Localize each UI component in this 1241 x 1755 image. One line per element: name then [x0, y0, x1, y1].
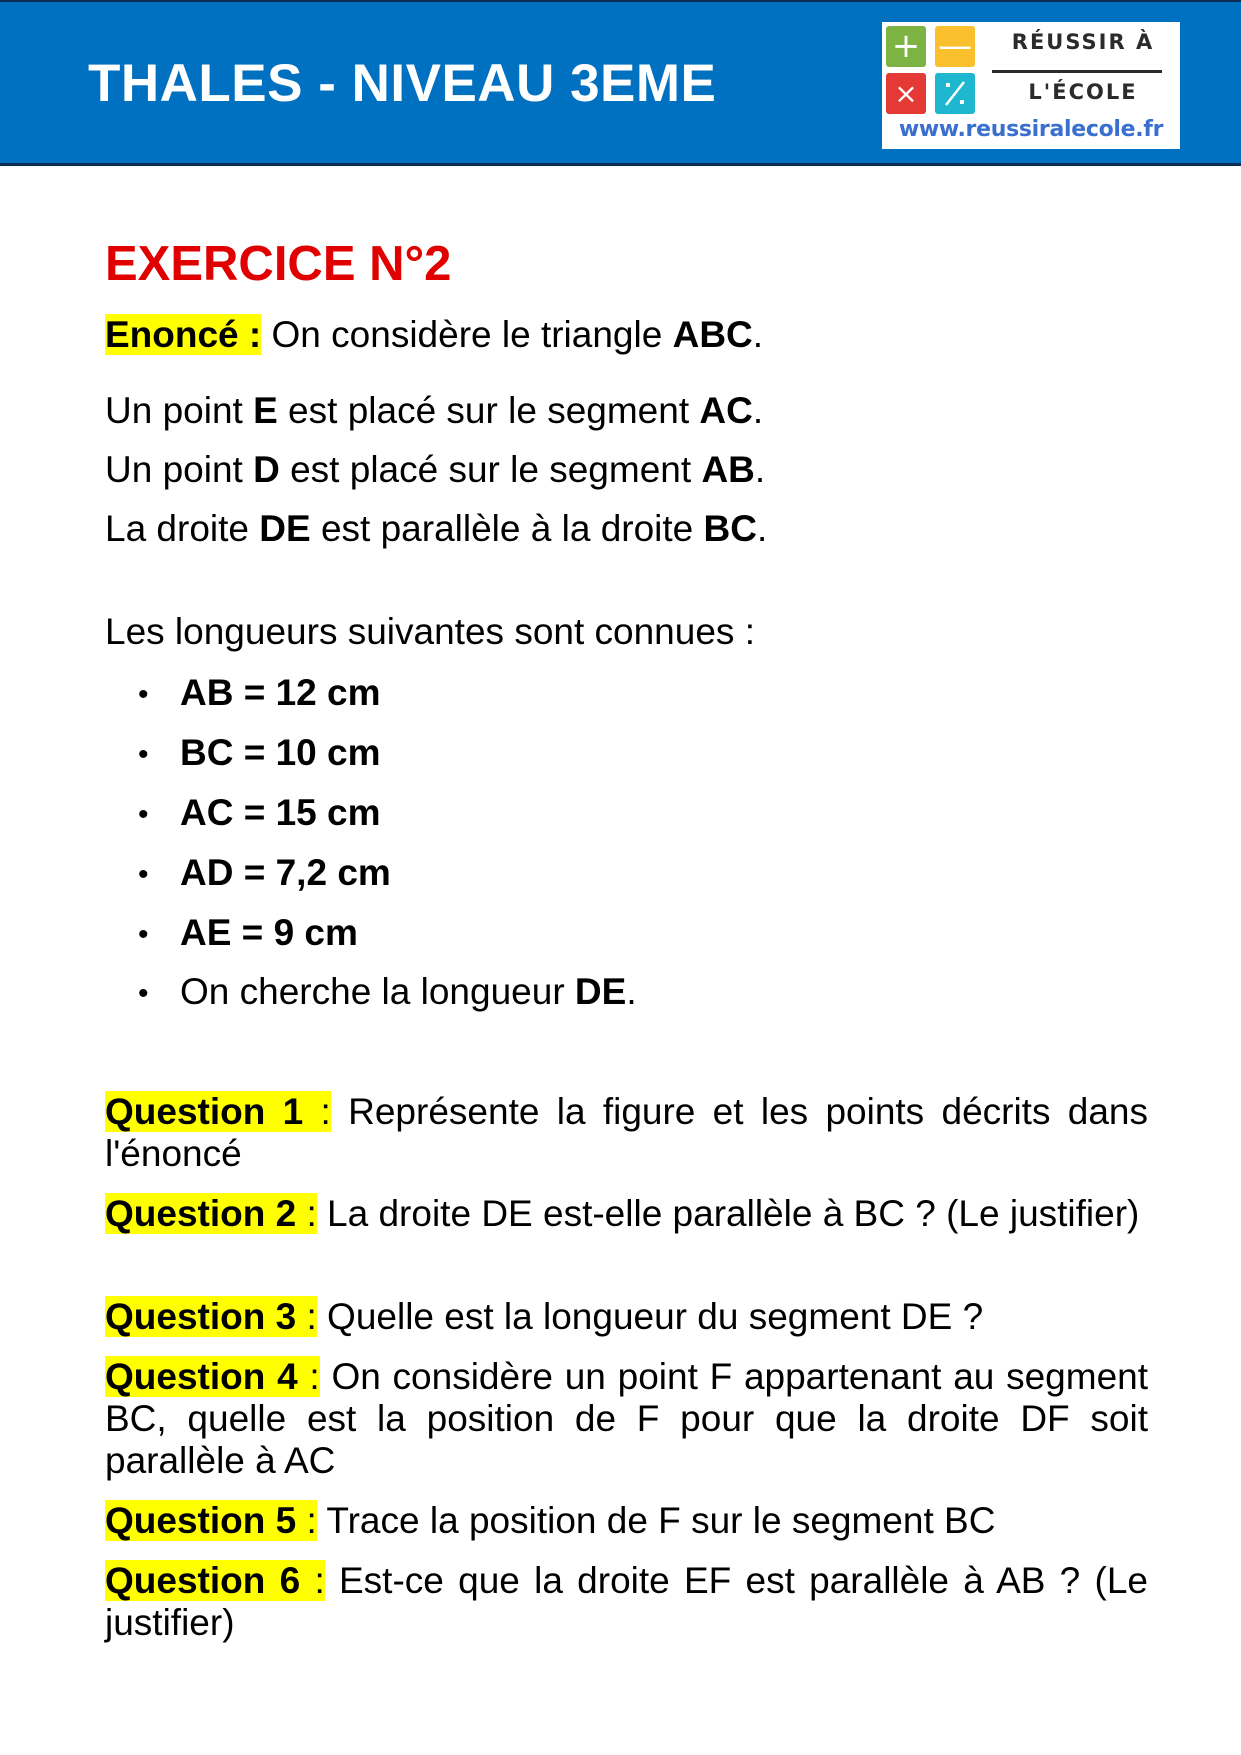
question-1: [105, 1091, 1148, 1175]
header-banner: [0, 0, 1241, 166]
length-value: AC = 15 cm: [180, 792, 381, 833]
logo-divider: [992, 70, 1162, 73]
bullet-icon: •: [138, 738, 149, 771]
question-5: [105, 1500, 1148, 1542]
bullet-icon: •: [138, 678, 149, 711]
question-colon: :: [296, 1296, 317, 1337]
given-text: La droite: [105, 508, 260, 549]
given-text: est placé sur le segment: [279, 449, 702, 490]
statement-line: [105, 313, 763, 357]
question-label: Question 5: [105, 1500, 297, 1541]
given-bold: AB: [701, 449, 755, 490]
question-colon: :: [296, 1193, 317, 1234]
site-logo[interactable]: [882, 22, 1180, 149]
bullet-icon: •: [138, 977, 149, 1010]
triangle-name: ABC: [672, 314, 753, 355]
lengths-intro: Les longueurs suivantes sont connues :: [105, 611, 755, 652]
given-text: .: [752, 390, 764, 431]
given-text: Un point: [105, 449, 254, 490]
search-target: DE: [574, 971, 627, 1012]
logo-text-bottom: L'ÉCOLE: [1028, 80, 1138, 104]
statement-text: On considère le triangle: [261, 314, 673, 355]
minus-icon: —: [935, 26, 975, 67]
search-item: [180, 970, 637, 1014]
given-text: est placé sur le segment: [277, 390, 700, 431]
given-line: [105, 448, 765, 492]
given-line: [105, 389, 763, 433]
times-icon: ×: [886, 73, 926, 114]
question-4: [105, 1356, 1148, 1482]
question-text: La droite DE est-elle parallèle à BC ? (Le justifier): [316, 1193, 1140, 1234]
given-text: .: [756, 508, 768, 549]
given-bold: D: [253, 449, 280, 490]
given-bold: AC: [699, 390, 753, 431]
question-text: Quelle est la longueur du segment DE ?: [316, 1296, 984, 1337]
given-text: est parallèle à la droite: [310, 508, 704, 549]
question-label: Question 3: [105, 1296, 297, 1337]
question-colon: :: [300, 1560, 325, 1601]
question-colon: :: [297, 1356, 320, 1397]
search-period: .: [626, 971, 637, 1012]
search-text: On cherche la longueur: [180, 971, 575, 1012]
bullet-icon: •: [138, 918, 149, 951]
question-colon: :: [296, 1500, 317, 1541]
question-text: Représente la figure et les points décrits dans l'énoncé: [105, 1091, 1149, 1174]
given-bold: BC: [703, 508, 757, 549]
length-value: AB = 12 cm: [180, 672, 381, 713]
given-bold: DE: [259, 508, 311, 549]
question-label: Question 1: [105, 1091, 304, 1132]
given-line: [105, 507, 767, 551]
plus-icon: +: [886, 26, 926, 67]
question-text: Est-ce que la droite EF est parallèle à AB ? (Le justifier): [105, 1560, 1148, 1643]
question-6: [105, 1560, 1148, 1644]
logo-url-link[interactable]: www.reussiralecole.fr: [898, 117, 1164, 142]
length-value: AD = 7,2 cm: [180, 852, 391, 893]
statement-period: .: [752, 314, 764, 355]
question-label: Question 2: [105, 1193, 297, 1234]
length-value: AE = 9 cm: [180, 912, 358, 953]
bullet-icon: •: [138, 798, 149, 831]
question-label: Question 4: [105, 1356, 298, 1397]
percent-icon: [935, 73, 975, 114]
question-text: Trace la position de F sur le segment BC: [316, 1500, 996, 1541]
given-text: .: [754, 449, 766, 490]
exercise-title: EXERCICE N°2: [105, 237, 452, 291]
logo-text-top: RÉUSSIR À: [1011, 30, 1155, 54]
question-text: On considère un point F appartenant au segment BC, quelle est la position de F pour que la droite DF soit parallèle à AC: [105, 1356, 1148, 1481]
question-label: Question 6: [105, 1560, 301, 1601]
given-text: Un point: [105, 390, 254, 431]
question-3: [105, 1296, 1148, 1338]
statement-label: Enoncé :: [105, 314, 262, 355]
bullet-icon: •: [138, 858, 149, 891]
question-colon: :: [303, 1091, 331, 1132]
length-value: BC = 10 cm: [180, 732, 381, 773]
question-2: [105, 1193, 1148, 1235]
page-title: THALES - NIVEAU 3EME: [88, 54, 717, 113]
given-bold: E: [253, 390, 278, 431]
